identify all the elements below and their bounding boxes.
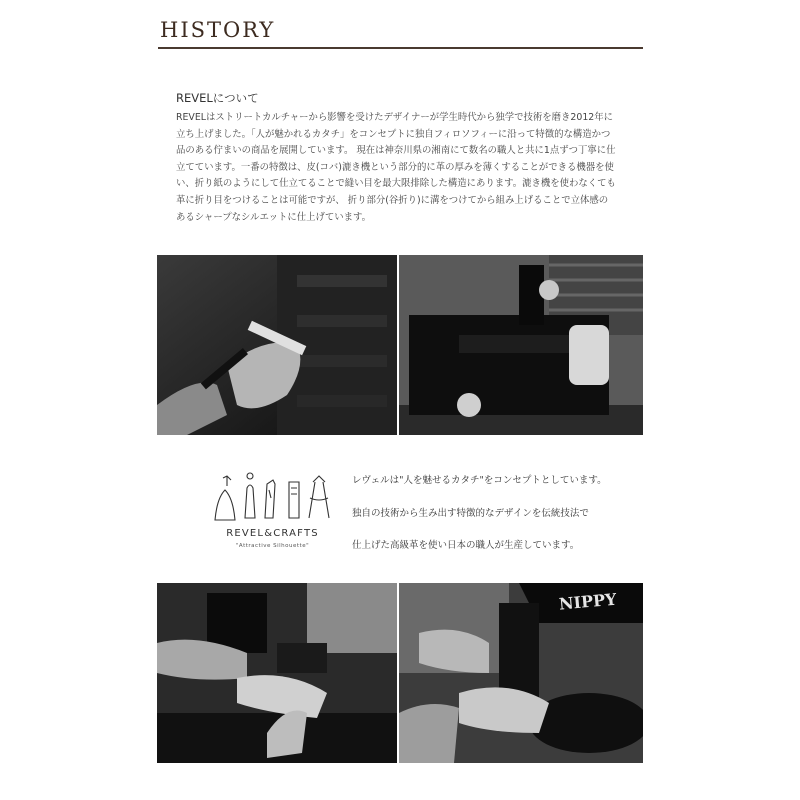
about-heading: REVELについて <box>176 91 259 105</box>
title-divider <box>158 47 643 49</box>
photo-hands-leather-tool <box>157 255 397 435</box>
section-title: HISTORY <box>160 18 276 42</box>
nippy-brand-text: NIPPY <box>558 589 618 614</box>
logo-tagline: "Attractive Silhouette" <box>235 543 310 549</box>
tools-illustration-icon <box>205 468 340 526</box>
about-body: REVELはストリートカルチャーから影響を受けたデザイナーが学生時代から独学で技術を磨き2012年に立ち上げました。「人が魅かれるカタチ」をコンセプトに独自フィロソフィーに沿って特徴的な構造かつ品のある佇まいの商品を展開しています。 現在は神奈川県の湘南にて数名の職人と共に1点ずつ丁寧に仕立てています。一番の特徴は、皮(コバ)漉き機という部分的に革の厚みを薄くすることができる機器を使い、折り紙のようにして仕立てることで縫い目を最大限排除した構造にあります。漉き機を使わなくても革に折り目をつけることは可能ですが、 折り部分(谷折り)に溝をつけてから組み上げることで立体感のあるシャープなシルエットに仕上げています。 <box>176 112 616 223</box>
concept-line: 独自の技術から生み出す特徴的なデザインを伝統技法で <box>352 507 589 519</box>
about-section <box>176 90 616 226</box>
concept-line: 仕上げた高級革を使い日本の職人が生産しています。 <box>352 540 580 551</box>
photo-hands-sewing <box>157 583 397 763</box>
revel-crafts-logo <box>205 468 340 568</box>
logo-wordmark: REVEL&CRAFTS <box>226 528 319 539</box>
photo-skiving-machine <box>399 255 643 435</box>
photo-nippy-sewing-machine <box>399 583 643 763</box>
concept-line: レヴェルは"人を魅せるカタチ"をコンセプトとしています。 <box>352 475 607 486</box>
concept-text <box>352 472 612 570</box>
